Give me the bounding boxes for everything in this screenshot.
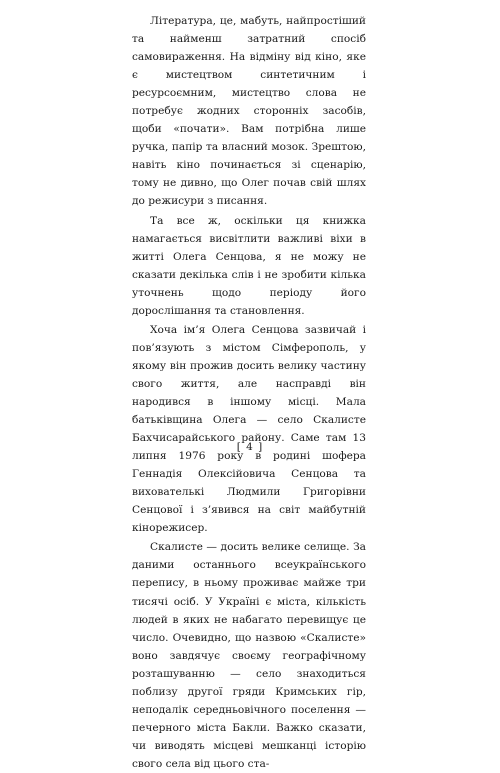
paragraph-4: Скалисте — досить велике селище. За даними останнього всеукраїнського перепису, в ньому проживає майже три тисячі осіб. У Україні є міста, кількість людей в яких не набагато перевищує це число. Очевидно, що назвою «Скалисте» воно завдячує своєму географічному розташуванню — село знаходиться поблизу другої гряди Кримських гір, неподалік середньовічного поселення — печерного міста Бакли. Важко сказати, чи виводять місцеві мешканці історію свого села від цього ста- (132, 541, 366, 770)
body-text (132, 12, 366, 773)
paragraph-3: Хоча ім’я Олега Сенцова зазвичай і пов’язують з містом Сімферополь, у якому він прожив досить велику частину свого життя, але насправді він народився в іншому місці. Мала батьківщина Олега — село Скалисте Бахчисарайського району. Саме там 13 липня 1976 року в родині шофера Геннадія Олексійовича Сенцова та вихователькі Людмили Григорівни Сенцової і з’явився на світ майбутній кінорежисер. (132, 323, 366, 535)
paragraph-1: Література, це, мабуть, найпростіший та найменш затратний спосіб самовираження. На відміну від кіно, яке є мистецтвом синтетичним і ресурсоємним, мистецтво слова не потребує жодних сторонніх засобів, щоби «почати». Вам потрібна лише ручка, папір та власний мозок. Зрештою, навіть кіно починається зі сценарію, тому не дивно, що Олег почав свій шлях до режисури з писання. (132, 15, 366, 208)
page-number: [ 4 ] (236, 441, 264, 453)
paragraph-2: Та все ж, оскільки ця книжка намагається висвітлити важливі віхи в житті Олега Сенцова, я не можу не сказати декілька слів і не зробити кілька уточнень щодо періоду його дорослішання та становлення. (132, 214, 366, 317)
